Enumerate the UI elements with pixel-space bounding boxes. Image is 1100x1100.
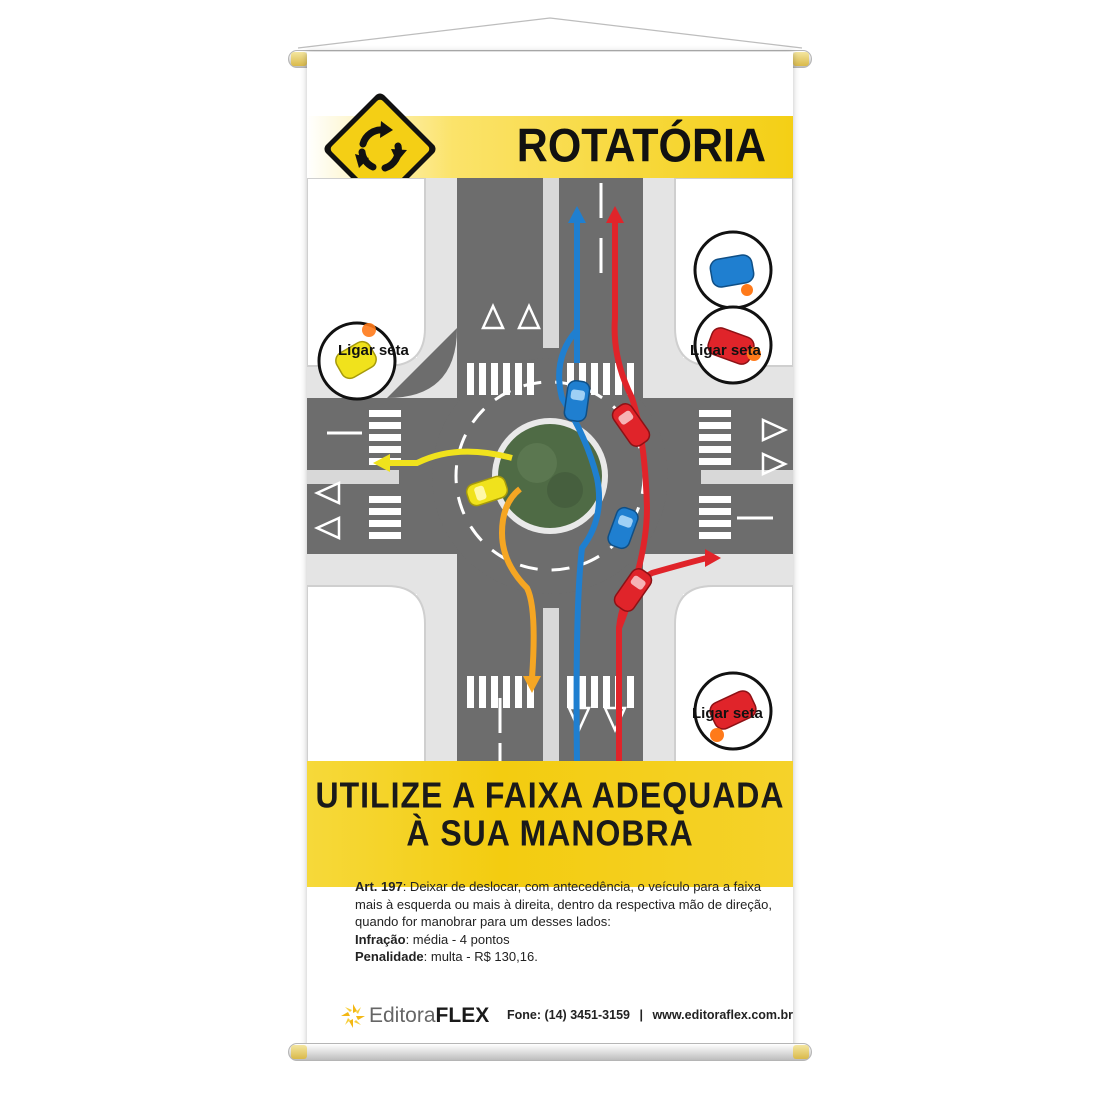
penalty-text: : multa - R$ 130,16. xyxy=(423,949,538,964)
roundabout-illustration xyxy=(307,178,793,763)
contact-line xyxy=(507,1008,793,1022)
law-text xyxy=(355,878,775,966)
website-text: www.editoraflex.com.br xyxy=(652,1008,793,1022)
article-label: Art. 197 xyxy=(355,879,403,894)
penalty-label: Penalidade xyxy=(355,949,424,964)
headline-line-2: À SUA MANOBRA xyxy=(406,812,694,854)
headline-line-1: UTILIZE A FAIXA ADEQUADA xyxy=(315,774,785,816)
banner xyxy=(307,52,793,1049)
brand-light: Editora xyxy=(369,1004,436,1027)
infraction-label: Infração xyxy=(355,931,406,947)
editora-flex-logo-icon xyxy=(339,1002,367,1030)
page-title: ROTATÓRIA xyxy=(516,119,766,173)
phone-text: Fone: (14) 3451-3159 xyxy=(507,1008,630,1022)
brand-bold: FLEX xyxy=(435,1004,490,1027)
turn-signal-label-right-top: Ligar seta xyxy=(690,342,761,359)
infraction-text: : média - 4 pontos xyxy=(405,931,510,947)
footer xyxy=(339,1002,793,1032)
blue-car-top xyxy=(563,380,590,423)
bottom-rod xyxy=(288,1043,812,1061)
brand-logo-text xyxy=(369,1004,489,1028)
turn-signal-label-left: Ligar seta xyxy=(338,342,409,359)
article-text: : Deixar de deslocar, com antecedência, o veículo para a faixa mais à esquerda ou mais à direita, dentro da respectiva mão de direção, quando for manobrar para um desses lados: xyxy=(355,879,772,929)
separator-text: | xyxy=(639,1008,643,1022)
turn-signal-label-right-bottom: Ligar seta xyxy=(692,705,763,722)
